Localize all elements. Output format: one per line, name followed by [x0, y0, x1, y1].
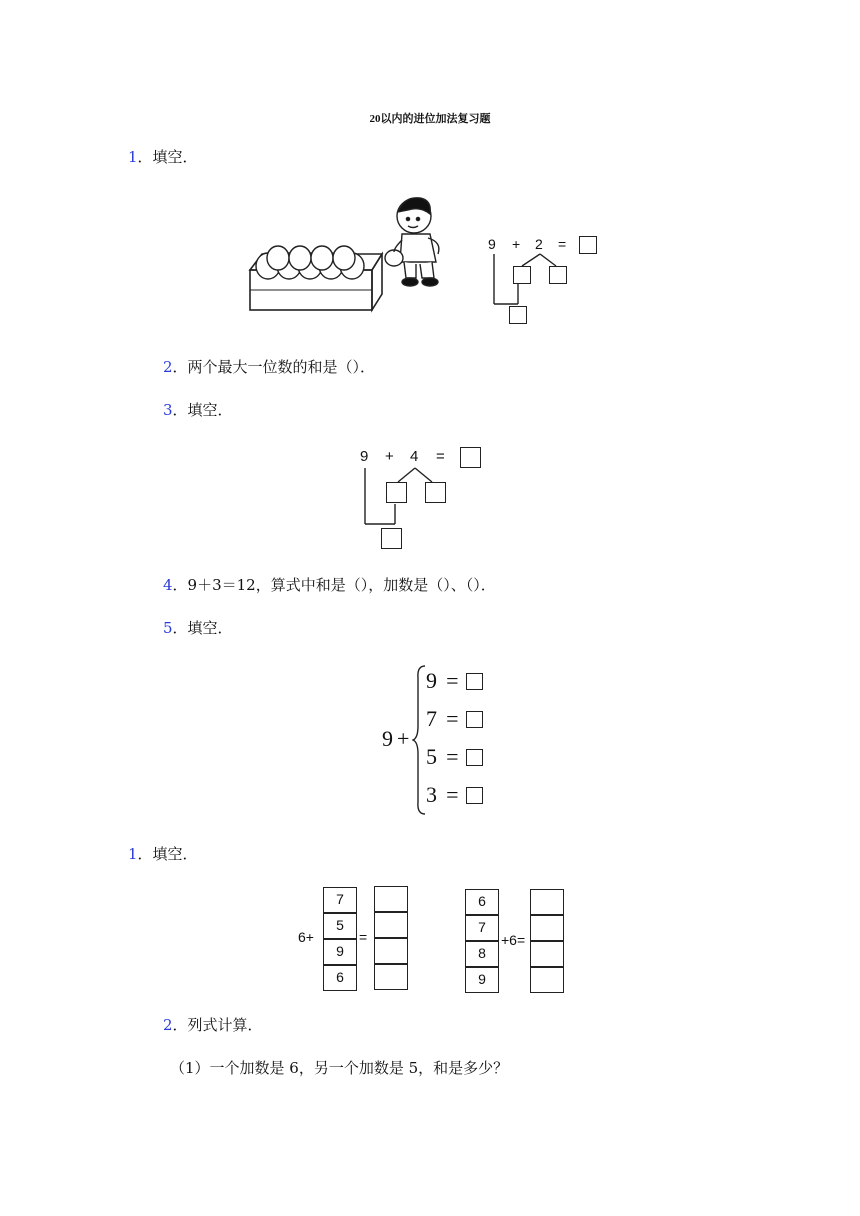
- answer-cell[interactable]: [374, 912, 408, 938]
- answer-cell[interactable]: [374, 964, 408, 990]
- row-addend: 7: [426, 706, 437, 731]
- table-cell: 6: [323, 965, 357, 991]
- answer-box[interactable]: [466, 673, 483, 690]
- question-number: 5: [163, 619, 173, 637]
- brace-row: [426, 668, 459, 694]
- question-number: 1: [128, 148, 138, 166]
- equals-sign: =: [446, 706, 459, 731]
- document-title: 20以内的进位加法复习题: [369, 113, 491, 125]
- split-box-left[interactable]: [513, 266, 531, 284]
- brace-row: [426, 706, 459, 732]
- decomposition-diagram-9-plus-4: [358, 444, 488, 554]
- addend-a: 9: [488, 236, 496, 252]
- egg-box-illustration: [244, 192, 454, 318]
- table-cell: 5: [323, 913, 357, 939]
- left-addition-table: [296, 886, 416, 992]
- split-box-left[interactable]: [386, 482, 407, 503]
- question-text: ．填空．: [137, 845, 198, 863]
- question-number: 2: [163, 358, 173, 376]
- equals-sign: =: [558, 236, 567, 252]
- sum-ten-box[interactable]: [381, 528, 402, 549]
- question-text: ．列式计算．: [172, 1016, 263, 1034]
- section2-heading: [128, 845, 198, 863]
- equals-sign: =: [446, 782, 459, 807]
- question-number: 4: [163, 576, 173, 594]
- question-5: [163, 619, 233, 637]
- answer-box[interactable]: [466, 749, 483, 766]
- decomposition-diagram-9-plus-2: [486, 232, 606, 332]
- table-cell: 9: [465, 967, 499, 993]
- sub-question-1: （1）一个加数是 6，另一个加数是 5，和是多少？: [170, 1059, 509, 1077]
- question-number: 1: [128, 845, 138, 863]
- addend-b: 2: [535, 236, 543, 252]
- answer-cell[interactable]: [530, 967, 564, 993]
- table-cell: 7: [323, 887, 357, 913]
- brace-row: [426, 782, 459, 808]
- answer-cell[interactable]: [374, 886, 408, 912]
- row-addend: 3: [426, 782, 437, 807]
- table-cell: 6: [465, 889, 499, 915]
- question-list-calc: [163, 1016, 263, 1034]
- question-text: ．两个最大一位数的和是（）．: [172, 358, 376, 376]
- split-box-right[interactable]: [425, 482, 446, 503]
- question-3: [163, 401, 233, 419]
- table-cell: 7: [465, 915, 499, 941]
- plus-sign: +: [385, 448, 394, 465]
- question-text: ．9＋3＝12，算式中和是（），加数是（）、（）．: [172, 576, 496, 594]
- answer-cell[interactable]: [530, 889, 564, 915]
- sum-ten-box[interactable]: [509, 306, 527, 324]
- equals-sign: =: [446, 744, 459, 769]
- question-number: 3: [163, 401, 173, 419]
- answer-cell[interactable]: [374, 938, 408, 964]
- base-number: 9: [382, 726, 393, 751]
- equals-sign: =: [436, 448, 445, 465]
- table-prefix: 6+: [298, 929, 314, 945]
- equals-sign: =: [359, 929, 368, 945]
- question-text: ．填空．: [172, 619, 233, 637]
- brace-row: [426, 744, 459, 770]
- plus-sign: +: [397, 726, 410, 751]
- answer-box[interactable]: [466, 711, 483, 728]
- question-text: ．填空．: [137, 148, 198, 166]
- table-cell: 9: [323, 939, 357, 965]
- plus-sign: +: [512, 236, 521, 252]
- question-2: [163, 358, 375, 376]
- table-suffix: +6=: [501, 932, 526, 948]
- equals-sign: =: [446, 668, 459, 693]
- split-box-right[interactable]: [549, 266, 567, 284]
- question-4: [163, 576, 496, 594]
- answer-cell[interactable]: [530, 941, 564, 967]
- table-cell: 8: [465, 941, 499, 967]
- answer-cell[interactable]: [530, 915, 564, 941]
- answer-box[interactable]: [466, 787, 483, 804]
- brace-addition-group: [378, 664, 498, 816]
- section1-heading: [128, 148, 198, 166]
- question-number: 2: [163, 1016, 173, 1034]
- addend-b: 4: [410, 448, 419, 465]
- right-addition-table: [464, 888, 574, 994]
- row-addend: 5: [426, 744, 437, 769]
- question-text: ．填空．: [172, 401, 233, 419]
- addend-a: 9: [360, 448, 369, 465]
- row-addend: 9: [426, 668, 437, 693]
